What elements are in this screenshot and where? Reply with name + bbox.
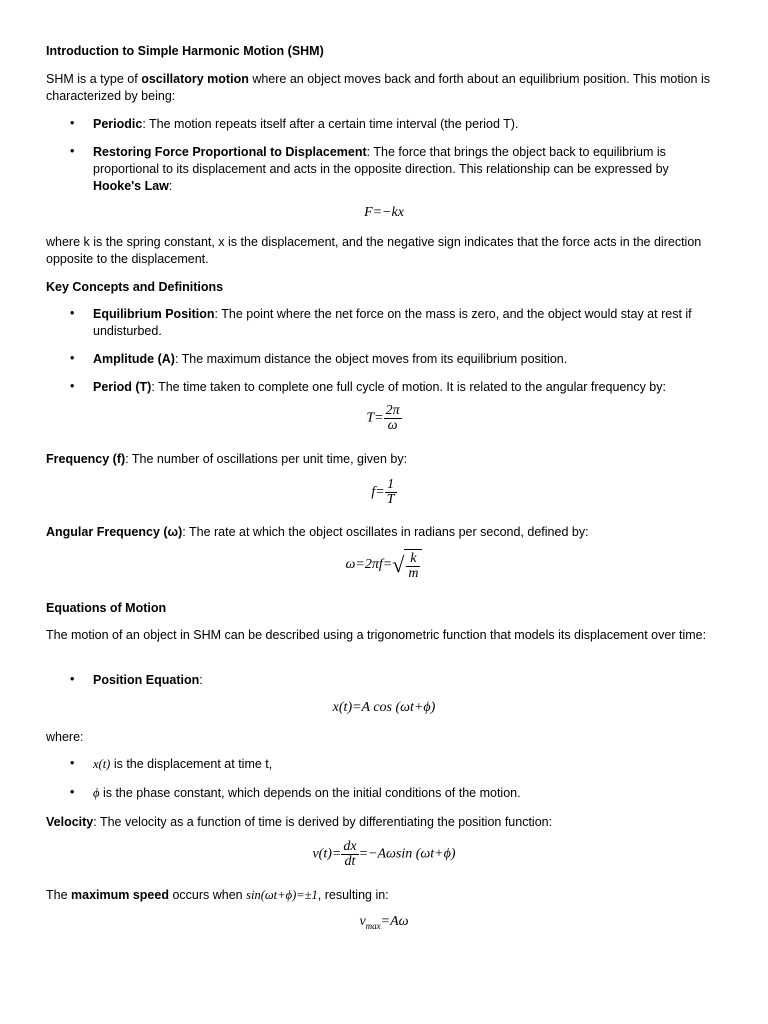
bullet-dot: • <box>70 306 75 320</box>
maximum-speed-text: The maximum speed occurs when sin(ωt+ϕ)=±1, resulting in: <box>46 888 389 902</box>
angular-frequency-definition: Angular Frequency (ω): The rate at which the object oscillates in radians per second, defined by: <box>46 525 589 539</box>
motion-heading: Equations of Motion <box>46 601 167 615</box>
where-label: where: <box>46 730 84 744</box>
bullet-dot: • <box>70 785 75 799</box>
list-item-periodic: Periodic: The motion repeats itself after a certain time interval (the period T). <box>93 117 519 131</box>
bullet-dot: • <box>70 672 75 686</box>
list-item-position-equation: Position Equation: <box>93 673 203 687</box>
equation-max-velocity: $v_{max}=A\omega$ <box>359 914 409 931</box>
list-item-amplitude: Amplitude (A): The maximum distance the object moves from its equilibrium position. <box>93 352 568 366</box>
bullet-dot: • <box>70 379 75 393</box>
motion-intro: The motion of an object in SHM can be described using a trigonometric function that models its displacement over time: <box>46 628 707 642</box>
bullet-dot: • <box>70 756 75 770</box>
equation-position: x(t)=A cos (ωt+ϕ) <box>332 700 436 715</box>
equation-velocity: v(t)= $\frac{dx}{dt}$ =−Aωsin (ωt+ϕ) <box>312 839 456 869</box>
list-item-restoring-force: Restoring Force Proportional to Displacement: The force that brings the object back to equilibrium is proportional to its displacement and acts in the opposite direction. This relationship can be expressed by Hooke's Law: <box>93 145 669 193</box>
bullet-dot: • <box>70 351 75 365</box>
equation-frequency: f= $\frac{1}{T}$ <box>371 477 395 507</box>
list-item-period: Period (T): The time taken to complete one full cycle of motion. It is related to the angular frequency by: <box>93 380 666 394</box>
equation-angular-frequency: ω=2πf=√ $\frac{k}{m}$ <box>46 549 722 581</box>
frequency-definition: Frequency (f): The number of oscillations per unit time, given by: <box>46 452 408 466</box>
list-item-displacement: x(t) is the displacement at time t, <box>93 757 273 771</box>
equation-hooke: F=−kx <box>364 205 404 220</box>
intro-heading: Introduction to Simple Harmonic Motion (SHM) <box>46 44 324 58</box>
bullet-dot: • <box>70 144 75 158</box>
intro-paragraph: SHM is a type of oscillatory motion where an object moves back and forth about an equilibrium position. This motion is characterized by being: <box>46 72 710 103</box>
list-item-phase-constant: ϕ is the phase constant, which depends on the initial conditions of the motion. <box>93 786 521 800</box>
velocity-definition: Velocity: The velocity as a function of time is derived by differentiating the position function: <box>46 815 553 829</box>
concepts-heading: Key Concepts and Definitions <box>46 280 224 294</box>
list-item-equilibrium: Equilibrium Position: The point where the net force on the mass is zero, and the object would stay at rest if undisturbed. <box>93 307 692 338</box>
intro-explanation: where k is the spring constant, x is the displacement, and the negative sign indicates that the force acts in the direction opposite to the displacement. <box>46 235 702 266</box>
equation-period: T= $\frac{2\pi}{\omega}$ <box>366 403 400 433</box>
bullet-dot: • <box>70 116 75 130</box>
